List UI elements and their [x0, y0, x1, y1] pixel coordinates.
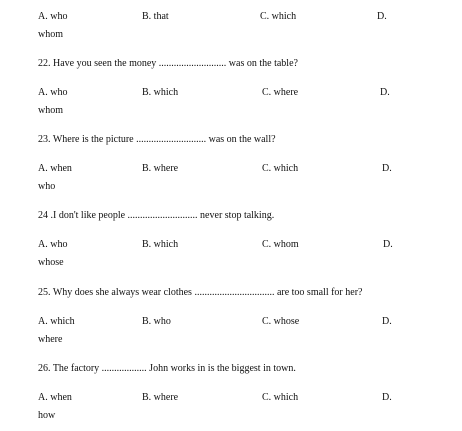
option-d: D.	[377, 11, 387, 22]
question-23: 23. Where is the picture ............................ was on the wall?	[38, 134, 276, 145]
option-b: B. that	[142, 11, 169, 22]
question-22: 22. Have you seen the money ........................... was on the table?	[38, 58, 298, 69]
option-d-continuation: who	[38, 181, 56, 192]
option-a: A. who	[38, 239, 68, 250]
option-d: D.	[380, 87, 390, 98]
option-d-continuation: how	[38, 410, 56, 421]
option-d: D.	[382, 392, 392, 403]
option-b: B. where	[142, 163, 179, 174]
option-a: A. who	[38, 87, 68, 98]
question-25: 25. Why does she always wear clothes ................................ are too small for her?	[38, 287, 363, 298]
option-d-continuation: where	[38, 334, 63, 345]
option-d-continuation: whom	[38, 29, 63, 40]
question-26: 26. The factory .................. John works in is the biggest in town.	[38, 363, 296, 374]
option-d: D.	[382, 316, 392, 327]
option-d: D.	[383, 239, 393, 250]
question-24: 24 .I don't like people ............................ never stop talking.	[38, 210, 275, 221]
option-c: C. where	[262, 87, 299, 98]
option-c: C. which	[260, 11, 297, 22]
option-a: A. which	[38, 316, 75, 327]
option-a: A. when	[38, 392, 72, 403]
option-b: B. who	[142, 316, 171, 327]
option-d-continuation: whom	[38, 105, 63, 116]
option-c: C. whom	[262, 239, 299, 250]
option-b: B. where	[142, 392, 179, 403]
option-c: C. whose	[262, 316, 300, 327]
option-b: B. which	[142, 239, 179, 250]
option-d: D.	[382, 163, 392, 174]
option-c: C. which	[262, 392, 299, 403]
option-c: C. which	[262, 163, 299, 174]
option-a: A. who	[38, 11, 68, 22]
option-a: A. when	[38, 163, 72, 174]
option-d-continuation: whose	[38, 257, 64, 268]
option-b: B. which	[142, 87, 179, 98]
